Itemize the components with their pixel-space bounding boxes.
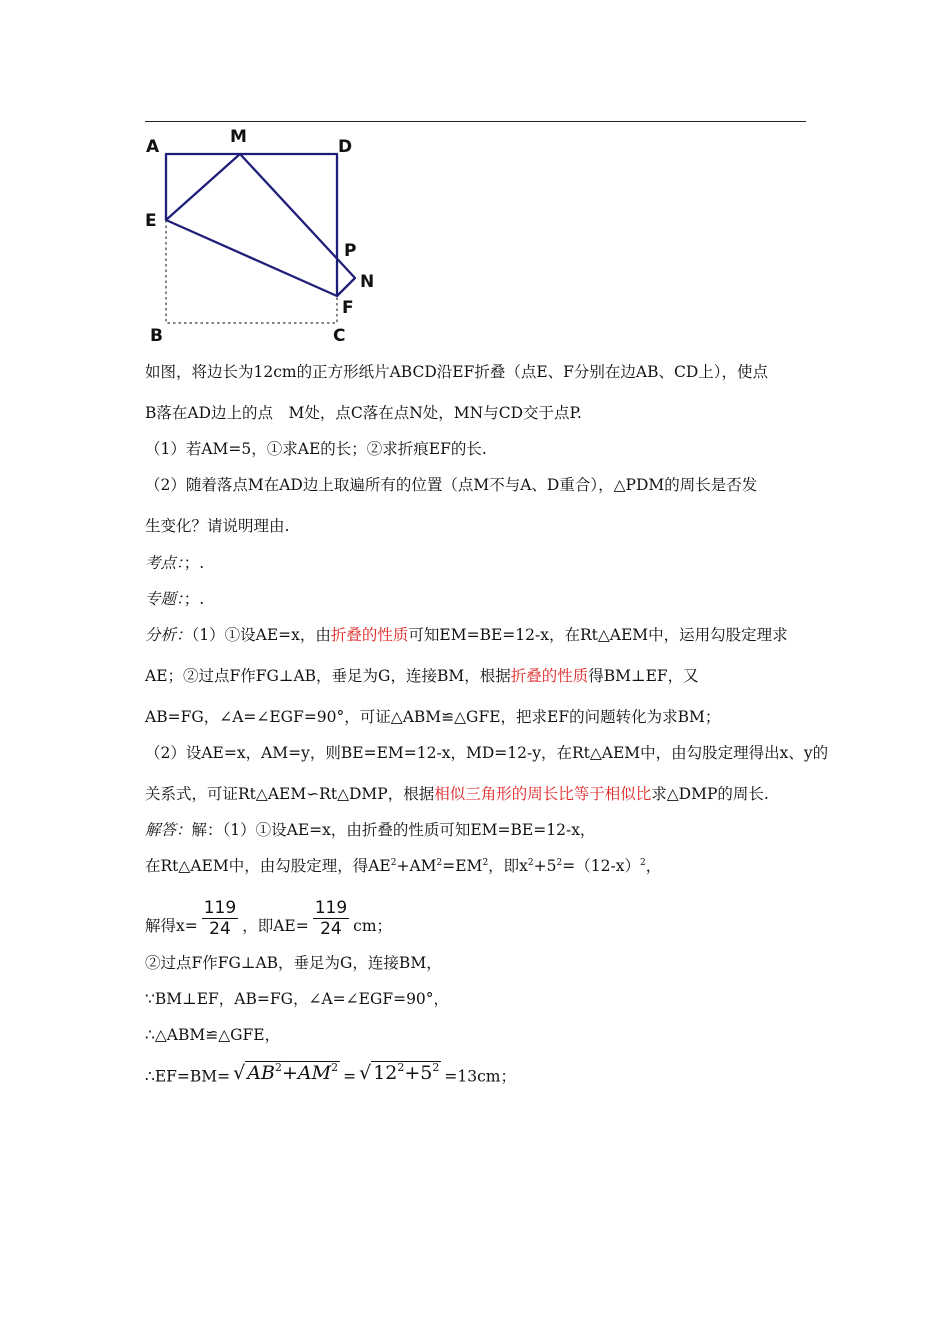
exponent: 2: [639, 858, 646, 868]
analysis-line-2: [145, 669, 699, 685]
solution-text: ，即x: [488, 857, 528, 875]
label-m: M: [230, 127, 247, 147]
radical-sign: √: [359, 1062, 372, 1084]
radicand: [245, 1061, 340, 1084]
radical-12-5: [359, 1061, 441, 1084]
solution-text: 解：（1）①设AE=x，由折叠的性质可知EM=BE=12-x，: [191, 821, 596, 839]
analysis-link-folding[interactable]: 折叠的性质: [510, 667, 589, 685]
solution-line-3: [145, 898, 393, 946]
fraction-denominator: 24: [320, 919, 342, 939]
radicand-term: AB: [247, 1062, 275, 1084]
label-p: P: [344, 241, 357, 261]
question-2-line-1: （2）随着落点M在AD边上取遍所有的位置（点M不与A、D重合），△PDM的周长是否发: [145, 476, 758, 494]
label-a: A: [146, 137, 160, 157]
solution-line-6: ∴△ABM≌△GFE，: [145, 1026, 281, 1044]
analysis-text: 可知EM=BE=12-x，在Rt△AEM中，运用勾股定理求: [408, 626, 788, 644]
radicand-term: +5: [404, 1062, 433, 1084]
problem-line-2: B落在AD边上的点 M处，点C落在点N处，MN与CD交于点P.: [145, 404, 582, 422]
exponent: 2: [397, 1061, 405, 1074]
fraction-119-24: [202, 900, 238, 938]
zhuanti-text: ；.: [183, 590, 205, 608]
solution-text: ，即AE=: [242, 917, 309, 935]
solution-text: ∴EF=BM=: [145, 1067, 231, 1086]
fold-quadrilateral: [166, 154, 355, 296]
analysis-link-folding[interactable]: 折叠的性质: [330, 626, 409, 644]
label-n: N: [360, 272, 375, 292]
label-d: D: [338, 137, 353, 157]
fraction-numerator: 119: [203, 898, 237, 918]
fraction-denominator: 24: [209, 919, 231, 939]
analysis-line-3: AB=FG，∠A=∠EGF=90°，可证△ABM≌△GFE，把求EF的问题转化为求BM；: [145, 708, 721, 726]
exponent: 2: [482, 858, 489, 868]
solution-text: =: [343, 1067, 357, 1086]
solution-line-7: [145, 1061, 516, 1087]
exponent: 2: [390, 858, 397, 868]
label-f: F: [342, 298, 354, 318]
solution-text: +AM: [396, 857, 437, 875]
exponent: 2: [527, 858, 534, 868]
zhuanti-line: [145, 592, 204, 608]
analysis-link-similar-triangles[interactable]: 相似三角形的周长比等于相似比: [434, 785, 652, 803]
radical-ab-am: [233, 1061, 340, 1084]
solution-text: 解得x=: [145, 917, 198, 935]
radicand-term: 12: [373, 1062, 398, 1084]
analysis-label: 分析：: [145, 626, 192, 644]
label-c: C: [333, 326, 346, 346]
geometry-figure: [140, 122, 390, 347]
solution-line-2: [145, 859, 661, 875]
analysis-text: 关系式，可证Rt△AEM∽Rt△DMP，根据: [145, 785, 435, 803]
zhuanti-label: 专题：: [145, 590, 184, 608]
square-top-edges: [166, 154, 337, 296]
analysis-line-4: （2）设AE=x，AM=y，则BE=EM=12-x，MD=12-y，在Rt△AEM中，由勾股定理得出x、y的: [145, 744, 829, 762]
exponent: 2: [331, 1061, 339, 1074]
kaodian-text: ；.: [183, 554, 205, 572]
radical-sign: √: [233, 1062, 246, 1084]
solution-text: =（12-x）: [562, 857, 640, 875]
analysis-text: （1）①设AE=x，由: [191, 626, 331, 644]
solution-text: ，: [645, 857, 662, 875]
question-1: （1）若AM=5，①求AE的长；②求折痕EF的长.: [145, 440, 487, 458]
fraction-numerator: 119: [314, 898, 348, 918]
analysis-text: 求△DMP的周长.: [651, 785, 769, 803]
fraction-119-24: [313, 900, 349, 938]
exponent: 2: [436, 858, 443, 868]
analysis-text: AE；②过点F作FG⊥AB，垂足为G，连接BM，根据: [145, 667, 511, 685]
solution-text: =EM: [442, 857, 483, 875]
solution-text: 在Rt△AEM中，由勾股定理，得AE: [145, 857, 391, 875]
solution-text: =13cm；: [444, 1067, 516, 1086]
original-bottom-edges: [166, 220, 337, 323]
solution-line-4: ②过点F作FG⊥AB，垂足为G，连接BM，: [145, 954, 442, 972]
label-b: B: [150, 326, 163, 346]
solution-line-5: ∵BM⊥EF，AB=FG，∠A=∠EGF=90°，: [145, 990, 450, 1008]
kaodian-label: 考点：: [145, 554, 184, 572]
exponent: 2: [432, 1061, 440, 1074]
radicand-term: +AM: [281, 1062, 332, 1084]
question-2-line-2: 生变化？请说明理由.: [145, 517, 290, 535]
solution-label: 解答：: [145, 821, 192, 839]
exponent: 2: [556, 858, 563, 868]
kaodian-line: [145, 556, 204, 572]
analysis-line-1: [145, 628, 788, 644]
exponent: 2: [274, 1061, 282, 1074]
analysis-line-5: [145, 787, 769, 803]
solution-text: cm；: [353, 917, 393, 935]
label-e: E: [145, 211, 157, 231]
radicand: [371, 1061, 441, 1084]
analysis-text: 得BM⊥EF，又: [588, 667, 699, 685]
solution-text: +5: [533, 857, 557, 875]
solution-line-1: [145, 823, 595, 839]
problem-line-1: 如图，将边长为12cm的正方形纸片ABCD沿EF折叠（点E、F分别在边AB、CD上），使点: [145, 363, 769, 381]
